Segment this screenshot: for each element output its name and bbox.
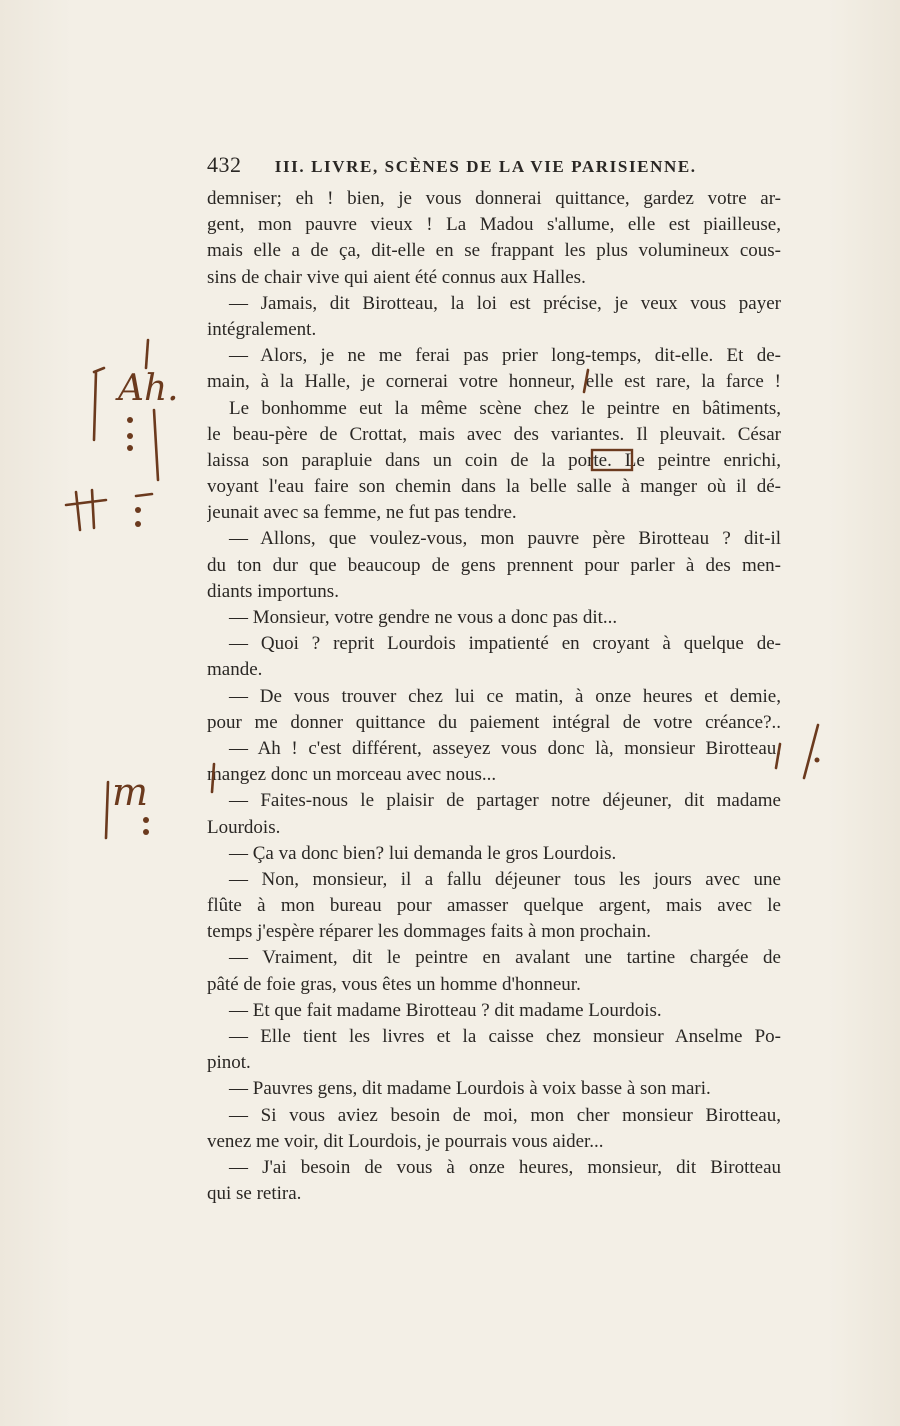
text-line: — Et que fait madame Birotteau ? dit madame Lourdois. [229,999,662,1021]
margin-note-ah: Ah. [118,368,179,409]
text-line: Lourdois. [207,816,281,838]
text-line: — Allons, que voulez-vous, mon pauvre père Birotteau ? dit-il [229,528,781,550]
margin-slash-icon [804,725,818,778]
text-line: — J'ai besoin de vous à onze heures, monsieur, dit Birotteau [229,1156,781,1178]
text-line: pour me donner quittance du paiement intégral de votre créance?.. [207,711,781,733]
text-line: — Ah ! c'est différent, asseyez vous donc là, monsieur Birotteau, [229,737,781,759]
text-line: pinot. [207,1052,251,1074]
text-line: voyant l'eau faire son chemin dans la belle salle à manger où il dé- [207,476,781,498]
text-line: — Quoi ? reprit Lourdois impatienté en croyant à quelque de- [229,633,781,655]
text-line: — Monsieur, votre gendre ne vous a donc pas dit... [229,607,618,628]
text-line: — Elle tient les livres et la caisse chez monsieur Anselme Po- [229,1026,781,1047]
page-number: 432 [207,152,242,177]
text-line: — Si vous aviez besoin de moi, mon cher monsieur Birotteau, [229,1104,781,1126]
body-text [207,186,781,1207]
text-line: — Vraiment, dit le peintre en avalant une tartine chargée de [229,947,781,969]
text-line: jeunait avec sa femme, ne fut pas tendre. [207,502,517,524]
running-header [207,152,787,178]
text-line: flûte à mon bureau pour amasser quelque argent, mais avec le [207,895,781,917]
text-line: Le bonhomme eut la même scène chez le peintre en bâtiments, [229,397,781,419]
text-line: — Jamais, dit Birotteau, la loi est précise, je veux vous payer [229,292,781,314]
text-line: — Faites-nous le plaisir de partager notre déjeuner, dit madame [229,790,781,812]
text-line: diants importuns. [207,580,339,602]
margin-bracket-icon [94,368,104,440]
text-line: venez me voir, dit Lourdois, je pourrais vous aider... [207,1130,604,1152]
text-line: temps j'espère réparer les dommages faits à mon prochain. [207,921,651,943]
insertion-mark-icon [66,490,106,530]
running-title: III. LIVRE, SCÈNES DE LA VIE PARISIENNE. [274,157,697,176]
text-line: main, à la Halle, je cornerai votre honneur, elle est rare, la farce ! [207,371,781,393]
margin-stroke-icon [154,410,158,480]
text-line: le beau-père de Crottat, mais avec des variantes. Il pleuvait. César [207,423,781,445]
text-line: — Pauvres gens, dit madame Lourdois à voix basse à son mari. [229,1078,711,1100]
text-line: laissa son parapluie dans un coin de la porte. Le peintre enrichi, [207,449,781,471]
margin-bracket-icon [106,782,108,838]
text-line: sins de chair vive qui aient été connus aux Halles. [207,266,586,288]
text-line: — Ça va donc bien? lui demanda le gros Lourdois. [229,842,617,864]
text-line: mais elle a de ça, dit-elle en se frappant les plus volumineux cous- [207,240,781,262]
text-line: qui se retira. [207,1183,302,1205]
text-line: demniser; eh ! bien, je vous donnerai quittance, gardez votre ar- [207,188,781,209]
text-line: — De vous trouver chez lui ce matin, à onze heures et demie, [229,685,781,707]
text-line: — Non, monsieur, il a fallu déjeuner tous les jours avec une [229,868,781,890]
margin-note-m: m [112,770,149,814]
text-line: du ton dur que beaucoup de gens prennent pour parler à des men- [207,554,781,576]
text-line: mangez donc un morceau avec nous... [207,764,497,786]
text-line: — Alors, je ne me ferai pas prier long-temps, dit-elle. Et de- [229,345,781,367]
text-line: gent, mon pauvre vieux ! La Madou s'allume, elle est piailleuse, [207,214,781,236]
margin-stroke-icon [146,340,148,368]
text-line: intégralement. [207,318,317,340]
text-line: pâté de foie gras, vous êtes un homme d'honneur. [207,973,581,995]
text-line: mande. [207,659,263,681]
